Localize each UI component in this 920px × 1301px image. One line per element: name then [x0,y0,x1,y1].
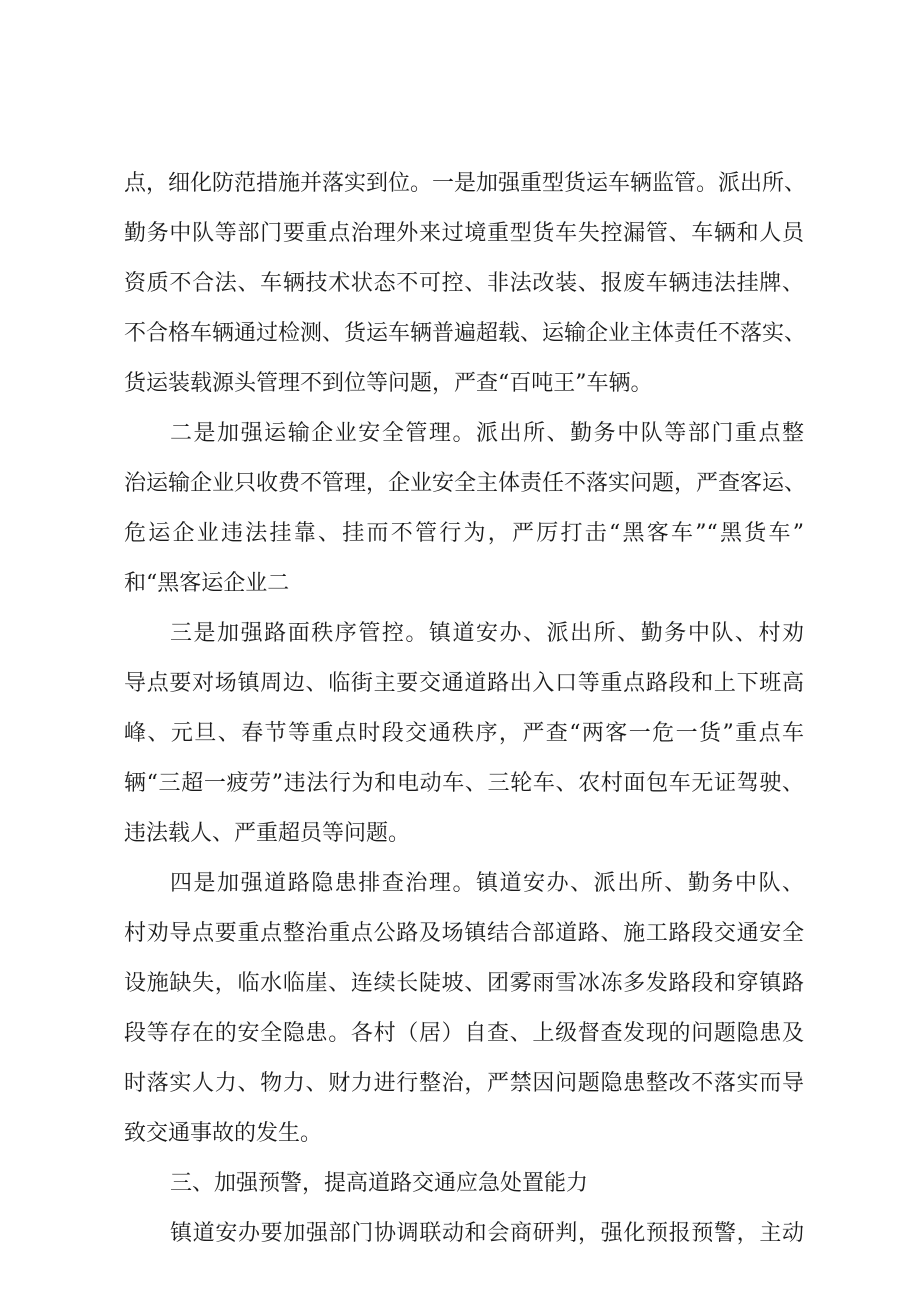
text-line: 违法载人、严重超员等问题。 [124,821,411,846]
paragraph-start-line: 镇道安办要加强部门协调联动和会商研判，强化预报预警，主动 [170,1221,804,1246]
text-line: 辆“三超一疲劳”违法行为和电动车、三轮车、农村面包车无证驾驶、 [124,771,804,796]
text-line: 设施缺失，临水临崖、连续长陡坡、团雾雨雪冰冻多发路段和穿镇路 [124,971,804,996]
text-line: 资质不合法、车辆技术状态不可控、非法改装、报废车辆违法挂牌、 [124,271,804,296]
text-line: 货运装载源头管理不到位等问题，严查“百吨王”车辆。 [124,371,653,396]
paragraph-start-line: 三是加强路面秩序管控。镇道安办、派出所、勤务中队、村劝 [170,621,804,646]
text-line: 峰、元旦、春节等重点时段交通秩序，严查“两客一危一货”重点车 [124,721,804,746]
text-line: 治运输企业只收费不管理，企业安全主体责任不落实问题，严查客运、 [124,471,807,496]
text-line: 时落实人力、物力、财力进行整治，严禁因问题隐患整改不落实而导 [124,1071,804,1096]
text-line: 段等存在的安全隐患。各村（居）自查、上级督查发现的问题隐患及 [124,1021,804,1046]
text-line: 村劝导点要重点整治重点公路及场镇结合部道路、施工路段交通安全 [124,921,804,946]
text-line: 勤务中队等部门要重点治理外来过境重型货车失控漏管、车辆和人员 [124,221,804,246]
text-line: 点，细化防范措施并落实到位。一是加强重型货运车辆监管。派出所、 [124,171,807,196]
text-line: 和“黑客运企业二 [124,571,290,596]
text-line: 危运企业违法挂靠、挂而不管行为，严厉打击“黑客车”“黑货车” [124,521,804,546]
text-line: 不合格车辆通过检测、货运车辆普遍超载、运输企业主体责任不落实、 [124,321,807,346]
section-heading: 三、加强预警，提高道路交通应急处置能力 [170,1171,589,1196]
paragraph-start-line: 二是加强运输企业安全管理。派出所、勤务中队等部门重点整 [170,421,804,446]
text-line: 致交通事故的发生。 [124,1121,323,1146]
text-line: 导点要对场镇周边、临街主要交通道路出入口等重点路段和上下班高 [124,671,804,696]
paragraph-start-line: 四是加强道路隐患排查治理。镇道安办、派出所、勤务中队、 [170,871,804,896]
